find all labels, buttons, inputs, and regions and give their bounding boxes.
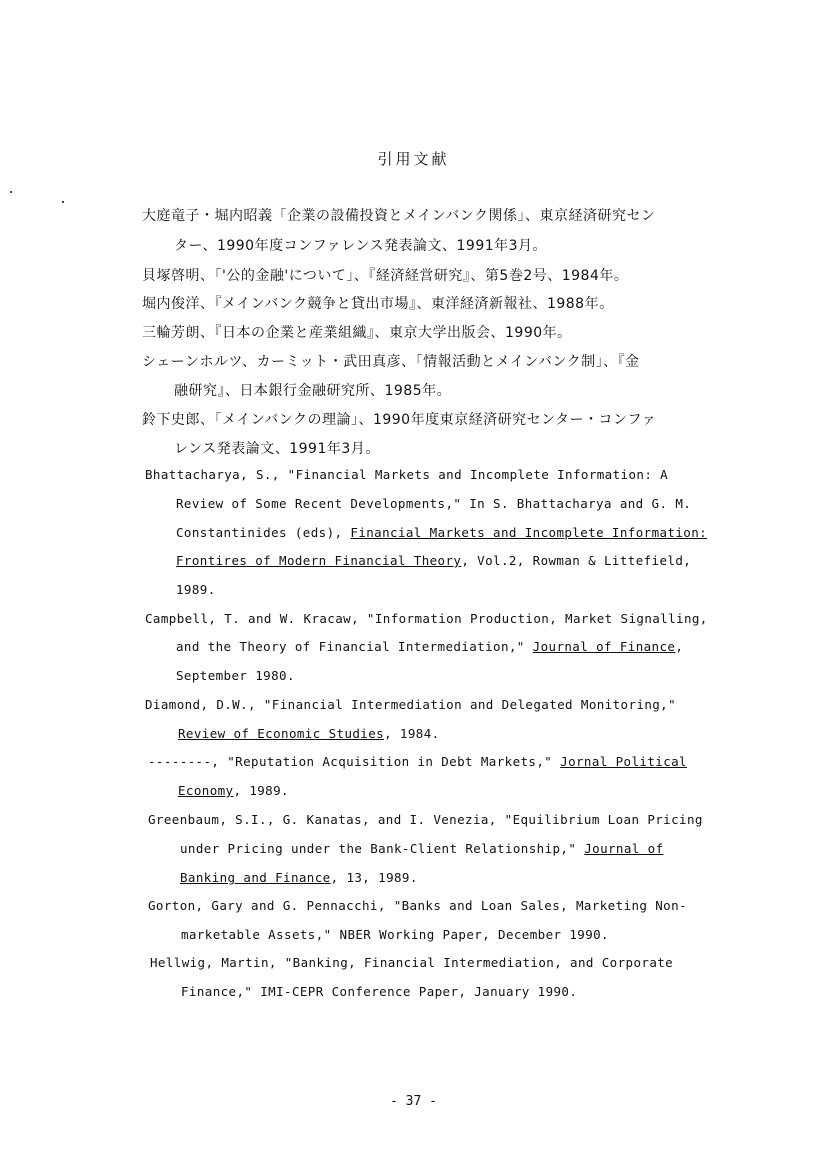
scan-speck (10, 191, 12, 193)
ref-en-line: Greenbaum, S.I., G. Kanatas, and I. Venezia, "Equilibrium Loan Pricing (148, 812, 703, 827)
ref-en-line: Finance," IMI-CEPR Conference Paper, January 1990. (181, 984, 578, 999)
page-title: 引用文献 (377, 150, 450, 168)
ref-ja-line: 三輪芳朗、『日本の企業と産業組織』、東京大学出版会、1990年。 (142, 325, 572, 341)
ref-en-text: , 13, 1989. (330, 870, 418, 885)
ref-en-line: Review of Some Recent Developments," In S. Bhattacharya and G. M. (176, 496, 692, 511)
ref-en-line (176, 639, 683, 654)
ref-ja-line: 鈴下史郎、「メインバンクの理論」、1990年度東京経済研究センター・コンファ (142, 412, 657, 428)
ref-en-line: marketable Assets," NBER Working Paper, December 1990. (181, 927, 609, 942)
ref-ja-line: 大庭竜子・堀内昭義「企業の設備投資とメインバンク関係」、東京経済研究セン (142, 208, 656, 224)
ref-en-line (178, 783, 289, 798)
ref-en-line: Hellwig, Martin, "Banking, Financial Intermediation, and Corporate (150, 955, 674, 970)
ref-en-line: 1989. (176, 582, 216, 597)
ref-ja-line: ター、1990年度コンファレンス発表論文、1991年3月。 (174, 238, 548, 254)
ref-en-line: September 1980. (176, 668, 295, 683)
ref-en-line (148, 754, 687, 769)
page-number: - 37 - (390, 1094, 437, 1109)
journal-title: Review of Economic Studies (178, 726, 385, 741)
ref-ja-line: 堀内俊洋、『メインバンク競争と貸出市場』、東洋経済新報社、1988年。 (142, 296, 614, 312)
journal-title: Economy (178, 783, 234, 798)
ref-ja-line: シェーンホルツ、カーミット・武田真彦、「情報活動とメインバンク制」、『金 (142, 354, 640, 370)
ref-en-line (180, 870, 418, 885)
ref-en-line (180, 841, 664, 856)
book-title: Frontires of Modern Financial Theory (176, 553, 462, 568)
ref-en-line (176, 525, 707, 540)
ref-en-text: --------, "Reputation Acquisition in Debt Markets," (148, 754, 553, 769)
journal-title: Jornal Political (560, 754, 687, 769)
ref-en-text: , 1989. (233, 783, 289, 798)
ref-en-line (178, 726, 440, 741)
ref-en-text: , Vol.2, Rowman & Littefield, (461, 553, 692, 568)
ref-en-line: Campbell, T. and W. Kracaw, "Information Production, Market Signalling, (145, 611, 708, 626)
journal-title: Banking and Finance (180, 870, 331, 885)
ref-en-text: , (675, 639, 684, 654)
ref-en-text: and the Theory of Financial Intermediation," (176, 639, 525, 654)
ref-en-text: under Pricing under the Bank-Client Relationship," (180, 841, 577, 856)
ref-en-text: Constantinides (eds), (176, 525, 343, 540)
ref-en-line (176, 553, 691, 568)
ref-ja-line: 融研究』、日本銀行金融研究所、1985年。 (174, 383, 452, 399)
ref-ja-line: レンス発表論文、1991年3月。 (174, 441, 380, 457)
ref-en-line: Diamond, D.W., "Financial Intermediation and Delegated Monitoring," (145, 697, 677, 712)
journal-title: Journal of (584, 841, 664, 856)
book-title: Financial Markets and Incomplete Information: (350, 525, 708, 540)
ref-ja-line: 貝塚啓明、「'公的金融'について」、『経済経営研究』、第5巻2号、1984年。 (142, 268, 629, 284)
scan-speck (62, 201, 64, 203)
journal-title: Journal of Finance (532, 639, 676, 654)
ref-en-text: , 1984. (384, 726, 440, 741)
ref-en-line: Gorton, Gary and G. Pennacchi, "Banks and Loan Sales, Marketing Non- (148, 898, 687, 913)
ref-en-line: Bhattacharya, S., "Financial Markets and Incomplete Information: A (145, 467, 669, 482)
